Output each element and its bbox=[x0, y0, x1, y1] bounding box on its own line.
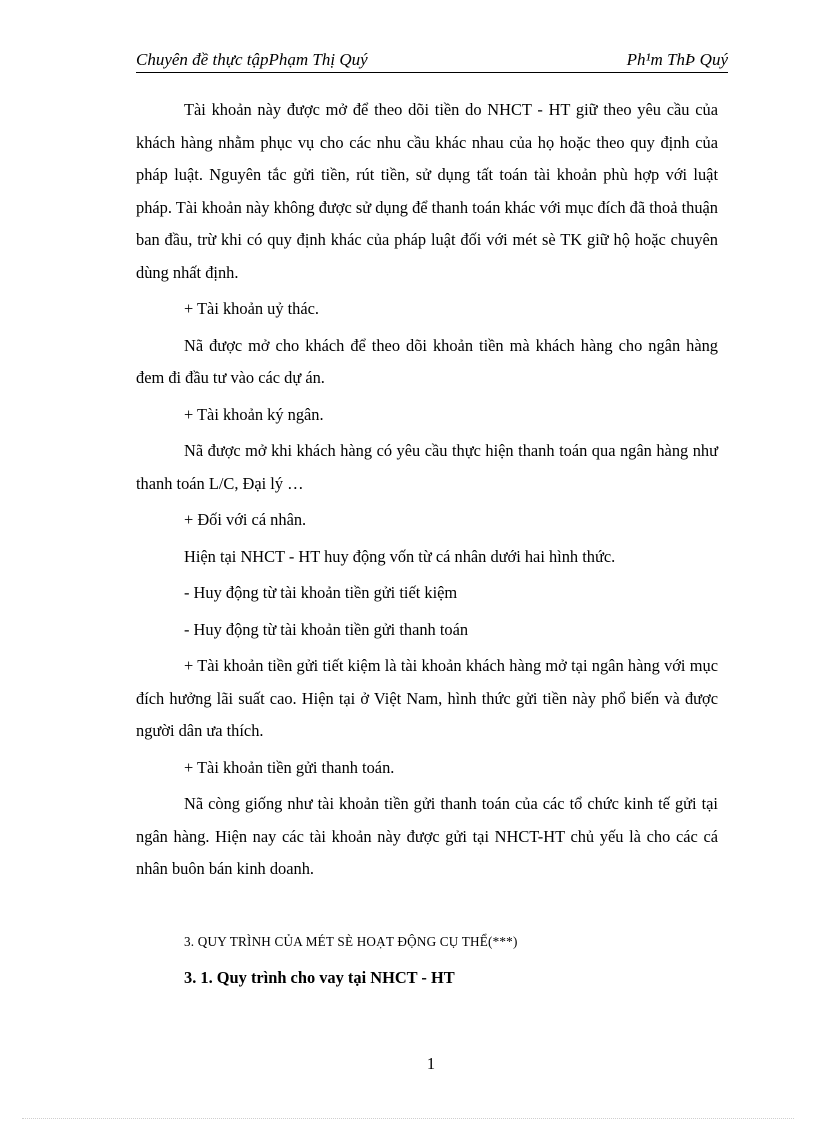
paragraph: + Đối với cá nhân. bbox=[184, 510, 307, 529]
paragraph: Nã còng giống như tài khoản tiền gửi thanh toán của các tổ chức kinh tế gửi tại ngân hàng. Hiện nay các tài khoản này được gửi tại NHCT-HT chủ yếu là cho các cá nhân buôn bán kinh doanh. bbox=[136, 794, 718, 878]
section-heading: 3. QUY TRÌNH CỦA MÉT SÈ HOẠT ĐỘNG CỤ THỂ(***) bbox=[184, 933, 518, 949]
header-left-title: Chuyên đề thực tậpPhạm Thị Quý bbox=[136, 50, 368, 69]
paragraph: - Huy động từ tài khoản tiền gửi thanh toán bbox=[184, 619, 469, 639]
page-number: 1 bbox=[426, 1054, 436, 1073]
paragraph: - Huy động từ tài khoản tiền gửi tiết kiệm bbox=[184, 583, 458, 602]
paragraph: Nã được mở cho khách để theo dõi khoản tiền mà khách hàng cho ngân hàng đem đi đầu tư vào các dự án. bbox=[136, 335, 718, 387]
header-right-author: Ph¹m ThÞ Quý bbox=[626, 50, 728, 69]
paragraph: Nã được mở khi khách hàng có yêu cầu thực hiện thanh toán qua ngân hàng như thanh toán L/C, Đại lý … bbox=[136, 441, 718, 493]
header-rule bbox=[136, 72, 728, 73]
paragraph: Hiện tại NHCT - HT huy động vốn từ cá nhân dưới hai hình thức. bbox=[184, 546, 616, 566]
footer-dotted-rule bbox=[22, 1118, 794, 1119]
paragraph: + Tài khoản ký ngân. bbox=[184, 404, 324, 424]
subsection-heading: 3. 1. Quy trình cho vay tại NHCT - HT bbox=[184, 968, 455, 987]
paragraph: + Tài khoản tiền gửi tiết kiệm là tài khoản khách hàng mở tại ngân hàng với mục đích hưởng lãi suất cao. Hiện tại ở Việt Nam, hình thức gửi tiền này phổ biến và được người dân ưa thích. bbox=[136, 656, 718, 740]
paragraph: + Tài khoản uỷ thác. bbox=[184, 299, 320, 318]
paragraph: + Tài khoản tiền gửi thanh toán. bbox=[184, 757, 395, 777]
document-body bbox=[136, 94, 718, 999]
page-header bbox=[136, 49, 728, 71]
section-spacer bbox=[136, 890, 718, 926]
paragraph: Tài khoản này được mở để theo dõi tiền do NHCT - HT giữ theo yêu cầu của khách hàng nhằm phục vụ cho các nhu cầu khác nhau của họ hoặc theo quy định của pháp luật. Nguyên tắc gửi tiền, rút tiền, sử dụng tất toán tài khoản phù hợp với luật pháp. Tài khoản này không được sử dụng để thanh toán khác với mục đích đã thoả thuận ban đầu, trừ khi có quy định khác của pháp luật đối với mét sè TK giữ hộ hoặc chuyên dùng nhất định. bbox=[136, 100, 718, 282]
